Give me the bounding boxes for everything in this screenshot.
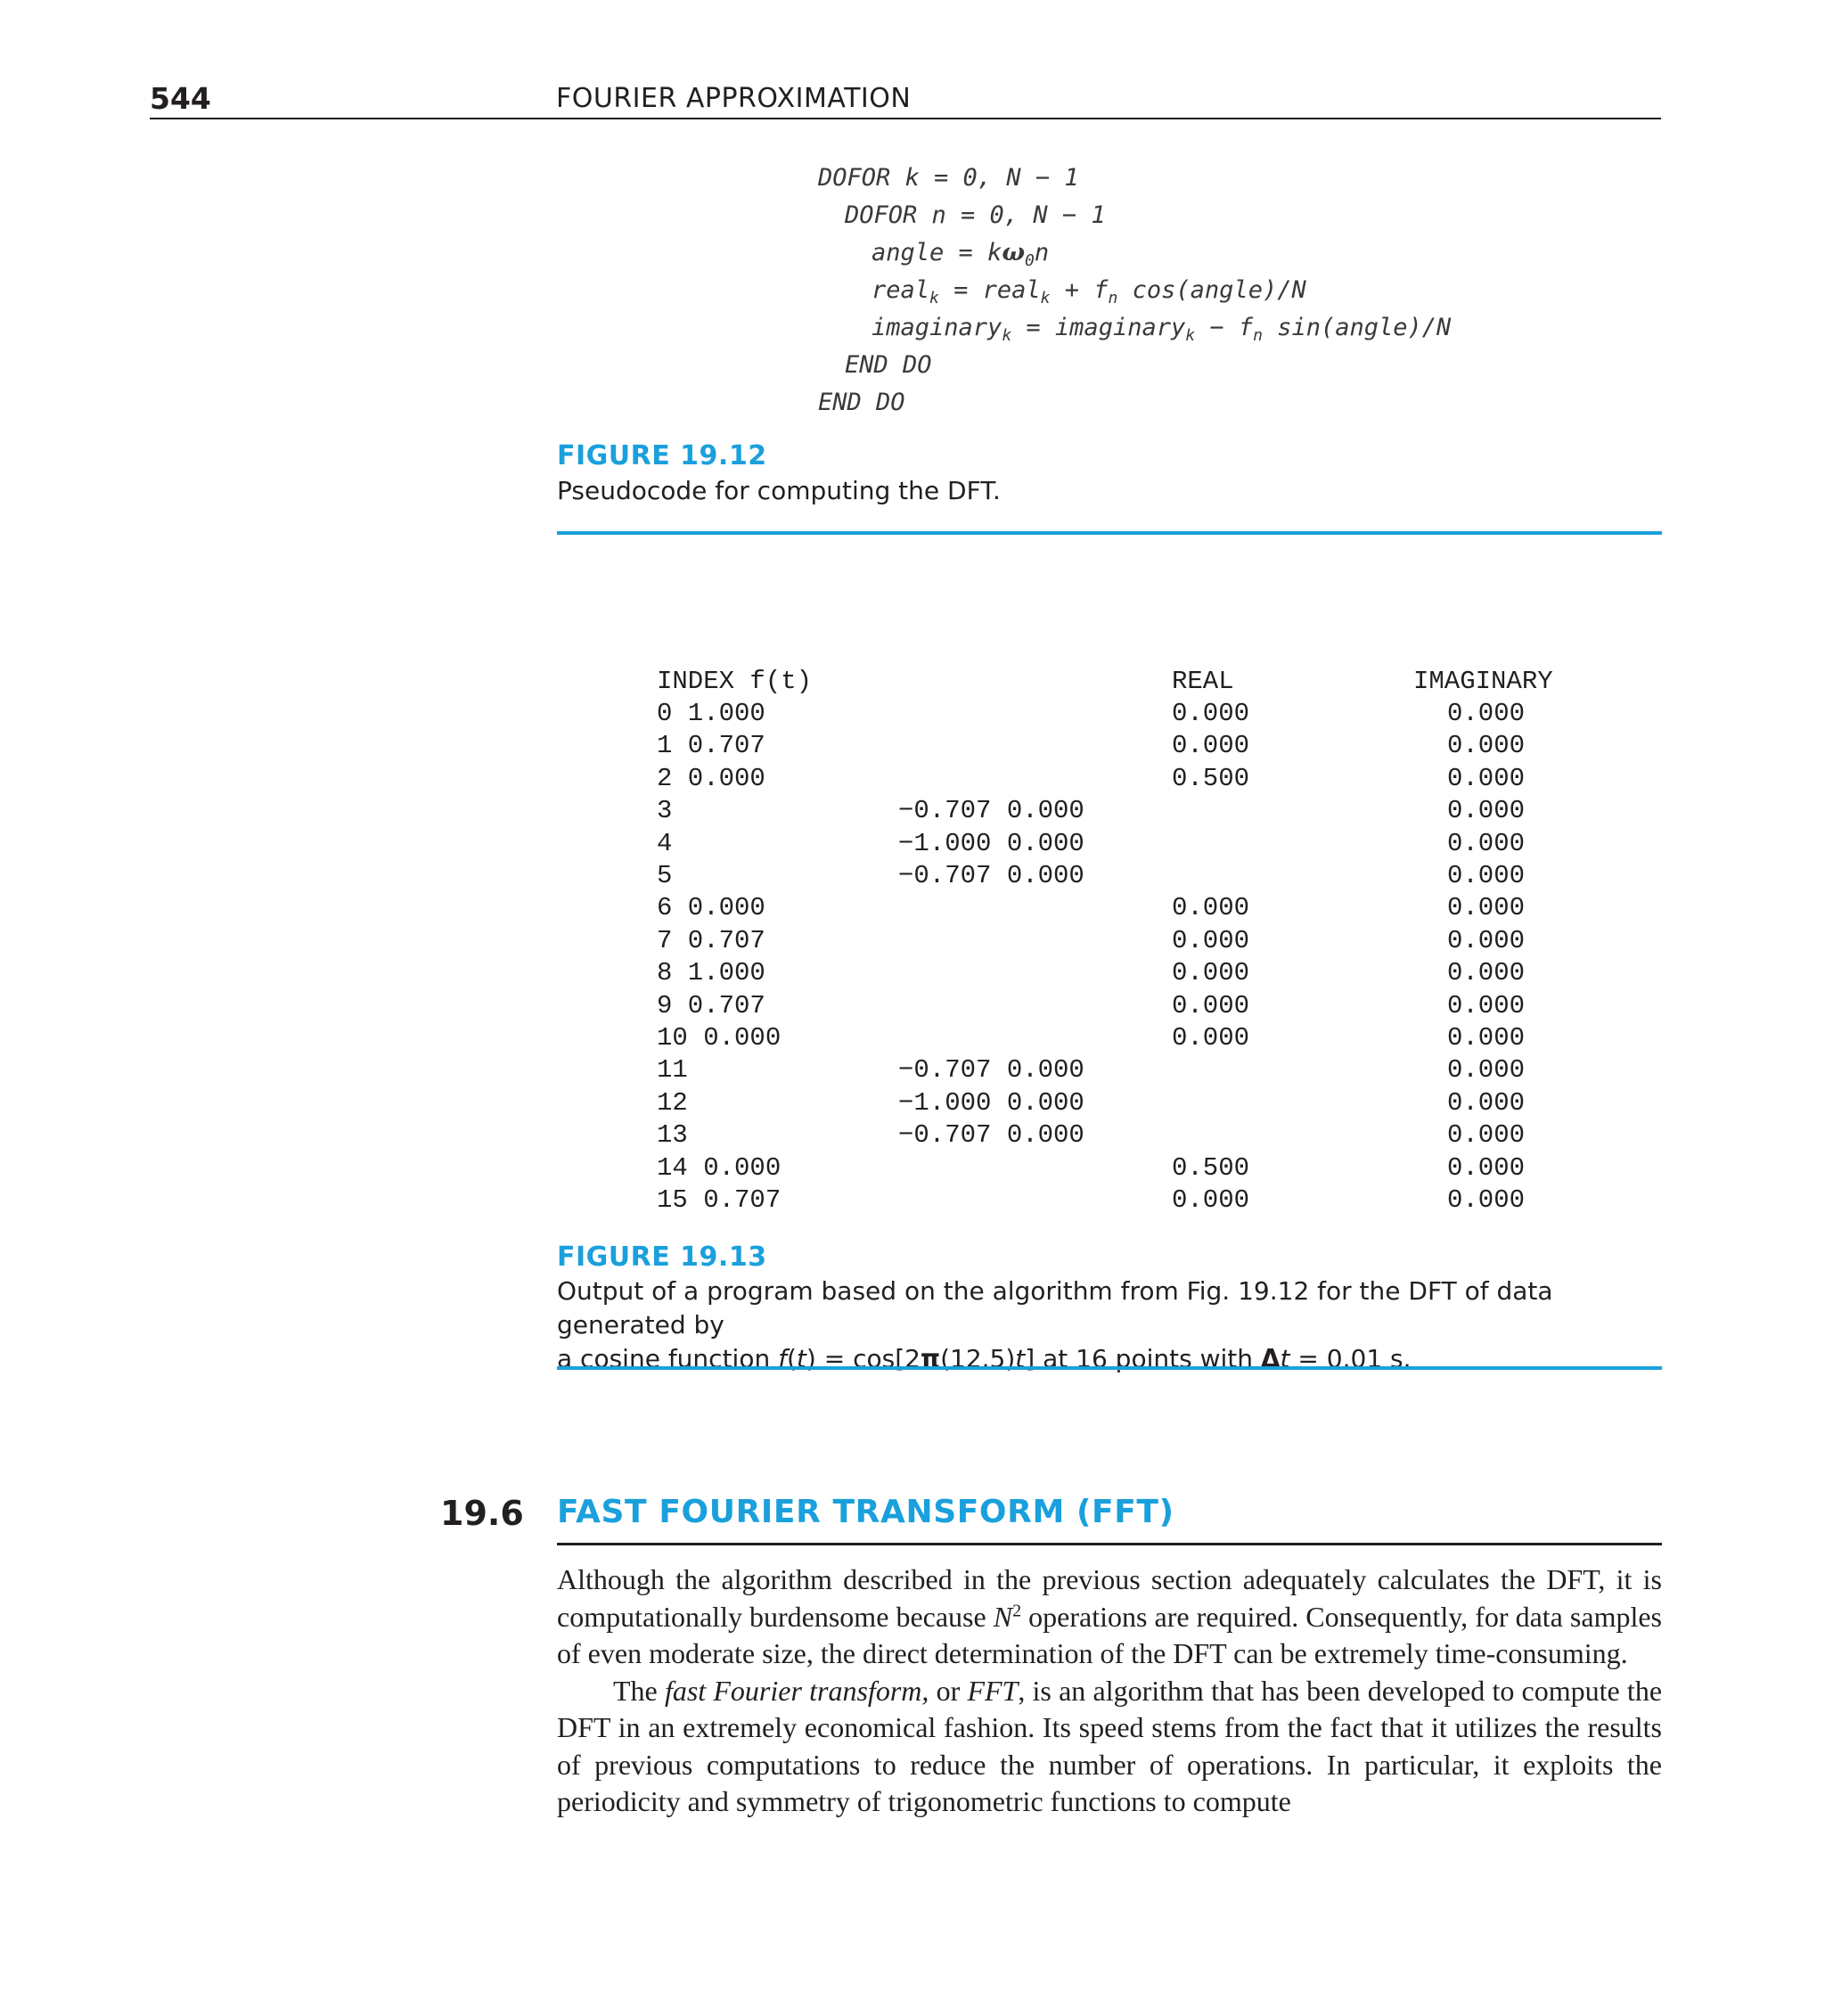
caption-text: ] at 16 points with bbox=[1025, 1344, 1261, 1373]
delta-symbol: Δ bbox=[1260, 1344, 1281, 1373]
table-cell-index: 0 1.000 bbox=[657, 699, 765, 728]
caption-italic: t bbox=[1280, 1344, 1290, 1373]
caption-italic: t bbox=[1015, 1344, 1026, 1373]
table-cell-imaginary: 0.000 bbox=[1447, 1120, 1526, 1150]
figure-19-12-rule bbox=[557, 531, 1662, 535]
table-cell-index: 10 0.000 bbox=[657, 1023, 782, 1053]
running-head: FOURIER APPROXIMATION bbox=[556, 83, 912, 114]
subscript: k bbox=[1002, 326, 1012, 345]
table-cell-index: 11 bbox=[657, 1055, 688, 1085]
paragraph-text: or bbox=[929, 1674, 968, 1707]
code-line-1: DOFOR k = 0, N − 1 bbox=[818, 164, 1079, 192]
table-cell-imaginary: 0.000 bbox=[1447, 829, 1526, 858]
paragraph-text: The bbox=[613, 1674, 665, 1707]
table-cell-imaginary: 0.000 bbox=[1447, 926, 1526, 955]
code-text: n bbox=[1034, 239, 1050, 266]
paragraph-italic: N bbox=[993, 1600, 1013, 1633]
caption-text: (12.5) bbox=[940, 1344, 1016, 1373]
table-cell-shifted-values: −1.000 0.000 bbox=[898, 1088, 1084, 1118]
table-cell-index: 12 bbox=[657, 1088, 688, 1118]
table-cell-index: 3 bbox=[657, 796, 673, 825]
subscript: k bbox=[1040, 289, 1051, 307]
figure-19-12-label: FIGURE 19.12 bbox=[557, 440, 767, 471]
table-cell-imaginary: 0.000 bbox=[1447, 796, 1526, 825]
table-cell-real: 0.000 bbox=[1172, 731, 1250, 760]
code-line-2: DOFOR n = 0, N − 1 bbox=[845, 201, 1106, 229]
table-cell-imaginary: 0.000 bbox=[1447, 958, 1526, 988]
table-cell-index: 8 1.000 bbox=[657, 958, 765, 988]
table-cell-shifted-values: −0.707 0.000 bbox=[898, 1120, 1084, 1150]
table-cell-index: 15 0.707 bbox=[657, 1185, 782, 1215]
page-number: 544 bbox=[150, 81, 211, 116]
paragraph-text: Although the algorithm described in the previous section adequately calculates the DFT, it is computationally burdensome because bbox=[557, 1563, 1662, 1633]
code-text: − f bbox=[1195, 314, 1254, 341]
code-text: = real bbox=[938, 276, 1041, 304]
table-cell-imaginary: 0.000 bbox=[1447, 1023, 1526, 1053]
table-cell-real: 0.000 bbox=[1172, 699, 1250, 728]
table-cell-imaginary: 0.000 bbox=[1447, 764, 1526, 793]
table-cell-real: 0.500 bbox=[1172, 1153, 1250, 1183]
paragraph-text: operations are required. Consequently, for data samples of even moderate size, the direct determination of the DFT can be extremely time-consuming. bbox=[557, 1600, 1663, 1669]
subscript: n bbox=[1253, 326, 1263, 345]
superscript: 2 bbox=[1012, 1600, 1022, 1620]
caption-text: ) = cos[2 bbox=[806, 1344, 921, 1373]
table-cell-real: 0.000 bbox=[1172, 926, 1250, 955]
paragraph-2 bbox=[557, 1673, 1662, 1821]
table-cell-imaginary: 0.000 bbox=[1447, 861, 1526, 890]
code-line-7: END DO bbox=[818, 389, 905, 416]
table-cell-imaginary: 0.000 bbox=[1447, 699, 1526, 728]
code-line-5 bbox=[872, 310, 1451, 346]
subscript: k bbox=[1185, 326, 1196, 345]
table-cell-index: 1 0.707 bbox=[657, 731, 765, 760]
table-header-imaginary: IMAGINARY bbox=[1413, 667, 1553, 696]
code-text: + f bbox=[1050, 276, 1109, 304]
code-text: = imaginary bbox=[1011, 314, 1186, 341]
paragraph-1 bbox=[557, 1561, 1662, 1673]
figure-19-13-label: FIGURE 19.13 bbox=[557, 1242, 767, 1273]
caption-text: ( bbox=[786, 1344, 797, 1373]
caption-text: a cosine function bbox=[557, 1344, 779, 1373]
table-cell-index: 9 0.707 bbox=[657, 991, 765, 1020]
section-title: FAST FOURIER TRANSFORM (FFT) bbox=[557, 1494, 1174, 1530]
table-cell-real: 0.000 bbox=[1172, 958, 1250, 988]
figure-19-12-caption: Pseudocode for computing the DFT. bbox=[557, 476, 1001, 505]
table-cell-shifted-values: −1.000 0.000 bbox=[898, 829, 1084, 858]
table-cell-shifted-values: −0.707 0.000 bbox=[898, 861, 1084, 890]
caption-line-1: Output of a program based on the algorithm from Fig. 19.12 for the DFT of data generated by bbox=[557, 1276, 1553, 1340]
subscript: 0 bbox=[1025, 251, 1035, 270]
running-header bbox=[150, 82, 1661, 119]
caption-line-2 bbox=[557, 1342, 1662, 1376]
code-line-3 bbox=[872, 235, 1049, 271]
table-cell-shifted-values: −0.707 0.000 bbox=[898, 1055, 1084, 1085]
table-cell-imaginary: 0.000 bbox=[1447, 731, 1526, 760]
table-cell-index: 4 bbox=[657, 829, 673, 858]
code-text: angle = k bbox=[872, 239, 1003, 266]
table-header-real: REAL bbox=[1172, 667, 1234, 696]
section-body bbox=[557, 1561, 1662, 1821]
table-cell-imaginary: 0.000 bbox=[1447, 1088, 1526, 1118]
table-cell-index: 7 0.707 bbox=[657, 926, 765, 955]
code-text: imaginary bbox=[872, 314, 1003, 341]
figure-19-13-rule bbox=[557, 1366, 1662, 1370]
caption-italic: t bbox=[796, 1344, 806, 1373]
table-cell-shifted-values: −0.707 0.000 bbox=[898, 796, 1084, 825]
caption-italic: f bbox=[778, 1344, 787, 1373]
table-cell-imaginary: 0.000 bbox=[1447, 1055, 1526, 1085]
table-cell-real: 0.000 bbox=[1172, 1185, 1250, 1215]
pi-symbol: π bbox=[920, 1344, 941, 1373]
code-text: sin(angle)/N bbox=[1262, 314, 1452, 341]
code-text: cos(angle)/N bbox=[1117, 276, 1306, 304]
code-text: real bbox=[872, 276, 930, 304]
table-cell-index: 14 0.000 bbox=[657, 1153, 782, 1183]
section-rule bbox=[557, 1543, 1662, 1545]
paragraph-italic: FFT bbox=[967, 1674, 1019, 1707]
table-cell-real: 0.000 bbox=[1172, 991, 1250, 1020]
subscript: n bbox=[1108, 289, 1118, 307]
table-header-index-ft: INDEX f(t) bbox=[657, 667, 813, 696]
table-cell-index: 5 bbox=[657, 861, 673, 890]
table-cell-imaginary: 0.000 bbox=[1447, 1153, 1526, 1183]
table-cell-imaginary: 0.000 bbox=[1447, 991, 1526, 1020]
table-cell-real: 0.000 bbox=[1172, 893, 1250, 922]
code-line-4 bbox=[872, 273, 1306, 308]
paragraph-text: , is an algorithm that has been developed to compute the DFT in an extremely economical fashion. Its speed stems from the fact that it utilizes the results of previous computations to reduce the number of operations. In particular, it exploits the periodicity and symmetry of trigonometric functions to compute bbox=[557, 1674, 1663, 1817]
caption-text: = 0.01 s. bbox=[1289, 1344, 1412, 1373]
table-cell-imaginary: 0.000 bbox=[1447, 1185, 1526, 1215]
table-cell-index: 2 0.000 bbox=[657, 764, 765, 793]
paragraph-italic: fast Fourier transform, bbox=[664, 1674, 929, 1707]
section-number: 19.6 bbox=[440, 1494, 524, 1533]
figure-19-13-caption bbox=[557, 1274, 1662, 1376]
table-cell-index: 13 bbox=[657, 1120, 688, 1150]
subscript: k bbox=[929, 289, 939, 307]
table-cell-imaginary: 0.000 bbox=[1447, 893, 1526, 922]
table-cell-index: 6 0.000 bbox=[657, 893, 765, 922]
table-cell-real: 0.500 bbox=[1172, 764, 1250, 793]
omega-symbol: ω bbox=[1002, 239, 1026, 266]
table-cell-real: 0.000 bbox=[1172, 1023, 1250, 1053]
code-line-6: END DO bbox=[845, 351, 932, 379]
